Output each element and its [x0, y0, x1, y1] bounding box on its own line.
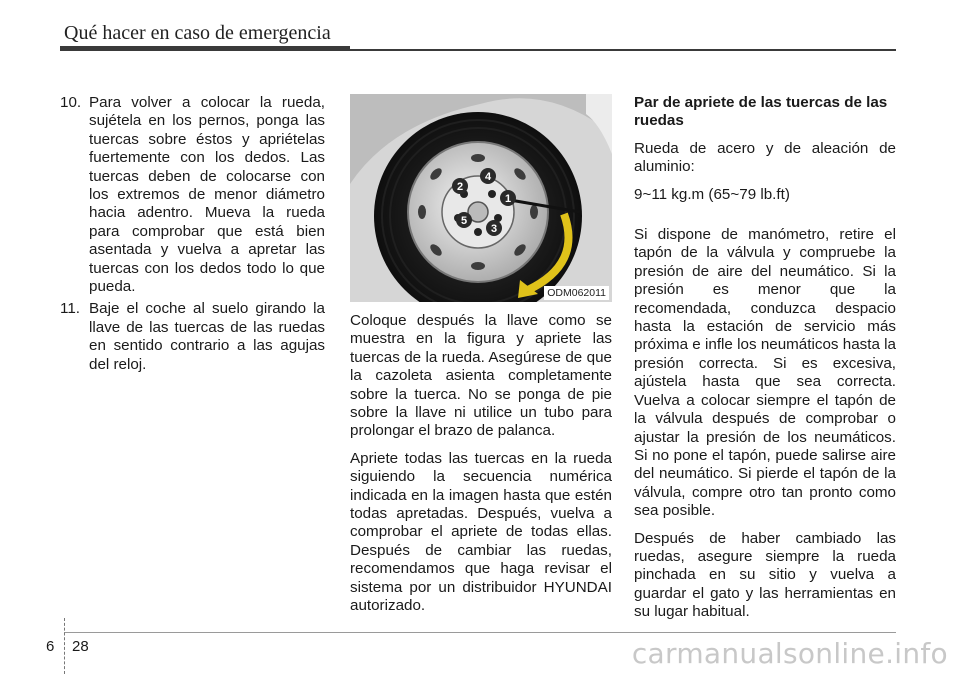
middle-column	[350, 312, 612, 625]
paragraph: Si dispone de manómetro, retire el tapón de la válvula y compruebe la presión de aire del neumático. Si la presión es menor que la recomendada, conduzca despacio hasta la estación de servicio más próxima e infle los neumáticos hasta la presión correcta. Si es excesiva, ajústela hasta que sea correcta. Vuelva a colocar siempre el tapón de la válvula después de comprobar o ajustar la presión de los neumáticos. Si no pone el tapón, puede salirse aire del neumático. Si pierde el tapón de la válvula, compre otro tan pronto como sea posible.	[634, 226, 896, 520]
page-header-title: Qué hacer en caso de emergencia	[64, 22, 331, 44]
right-column	[634, 94, 896, 631]
step-text: Para volver a colocar la rueda, sujétela en los pernos, ponga las tuercas sobre éstos y apriételas fuertemente con los dedos. Las tuercas deben de colocarse con los extremos de menor diámetro hacia adentro. Mueva la rueda para comprobar que está bien asentada y vuelva a apretar las tuercas con los dedos todo lo que pueda.	[89, 94, 325, 296]
nut-label: 4	[484, 171, 492, 183]
nut-label: 3	[490, 223, 498, 235]
list-item	[60, 94, 325, 296]
page-number: 28	[72, 638, 89, 655]
nut-label: 5	[460, 215, 468, 227]
list-item	[60, 300, 325, 374]
step-number: 10.	[60, 94, 82, 111]
step-list	[60, 94, 325, 374]
wheel-illustration	[350, 94, 612, 302]
watermark: carmanualsonline.info	[631, 637, 948, 670]
step-number: 11.	[60, 300, 80, 318]
spec-value: 9~11 kg.m (65~79 lb.ft)	[634, 185, 790, 203]
left-column	[60, 94, 325, 378]
paragraph: Después de haber cambiado las ruedas, asegure siempre la rueda pinchada en su sitio y vuelva a guardar el gato y las herramientas en su lugar habitual.	[634, 529, 896, 621]
paragraph: Coloque después la llave como se muestra en la figura y apriete las tuercas de la rueda. Asegúrese de que la cazoleta asienta completamente sobre la tuerca. No se ponga de pie sobre la llave ni utilice un tubo para prolongar el brazo de palanca.	[350, 312, 612, 440]
header-rule-thick	[60, 46, 350, 51]
page-number-divider	[64, 618, 65, 674]
nut-label: 2	[456, 181, 464, 193]
figure-caption: ODM062011	[544, 286, 609, 300]
wheel-figure	[350, 94, 612, 302]
nut-label: 1	[504, 193, 512, 205]
step-text: Baje el coche al suelo girando la llave de las tuercas de las ruedas en sentido contrario a las agujas del reloj.	[89, 300, 325, 373]
spec-label: Rueda de acero y de aleación de aluminio:	[634, 139, 896, 176]
footer-rule	[64, 632, 896, 633]
header-rule-thin	[350, 49, 896, 51]
paragraph: Apriete todas las tuercas en la rueda siguiendo la secuencia numérica indicada en la imagen hasta que estén todas apretadas. Después, vuelva a comprobar el apriete de todas ellas. Después de cambiar las ruedas, recomendamos que haga revisar el sistema por un distribuidor HYUNDAI autorizado.	[350, 449, 612, 615]
section-title: Par de apriete de las tuercas de las ruedas	[634, 94, 888, 130]
chapter-number: 6	[46, 638, 55, 655]
